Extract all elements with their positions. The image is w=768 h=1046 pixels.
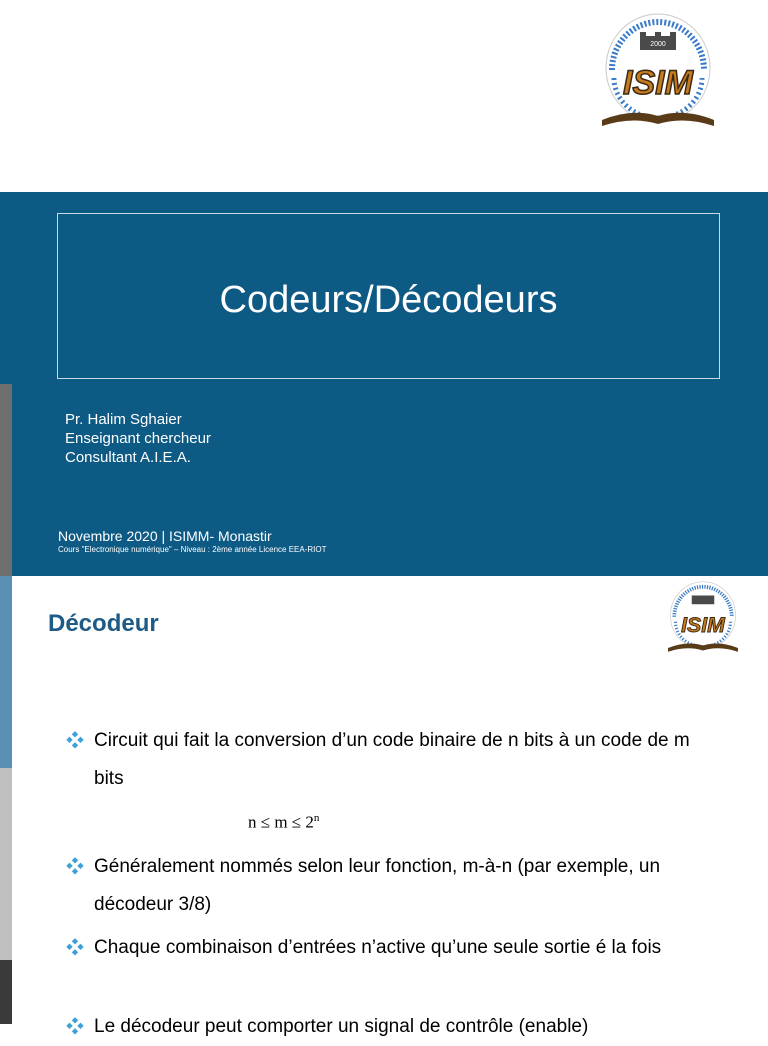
edge-stripe	[0, 768, 12, 960]
title-frame	[57, 213, 720, 379]
diamond-bullet-icon	[66, 731, 84, 749]
course-info: Cours "Electronique numérique" – Niveau : 2ème année Licence EEA-RIOT	[58, 545, 327, 554]
author-affiliation: Consultant A.I.E.A.	[65, 449, 191, 466]
bullet-text: Généralement nommés selon leur fonction, m-à-n (par exemple, un décodeur 3/8)	[94, 856, 661, 915]
edge-stripe	[0, 192, 12, 384]
slide1-header	[0, 0, 768, 192]
isim-logo	[660, 578, 746, 658]
svg-text:ISIM: ISIM	[681, 612, 725, 637]
slide-title: Codeurs/Décodeurs	[219, 279, 558, 321]
svg-text:ISIM: ISIM	[623, 64, 693, 102]
title-slide	[12, 192, 768, 576]
author-info	[65, 410, 211, 467]
bullet-text: Le décodeur peut comporter un signal de contrôle (enable)	[94, 1016, 589, 1037]
diamond-bullet-icon	[66, 857, 84, 875]
edge-stripe	[0, 960, 12, 1024]
author-name: Pr. Halim Sghaier	[65, 411, 182, 428]
formula-base: n ≤ m ≤ 2	[248, 812, 314, 832]
bullet-text: Circuit qui fait la conversion d’un code binaire de n bits à un code de m bits	[94, 730, 690, 789]
bullet-item	[66, 929, 716, 967]
edge-stripe	[0, 576, 12, 768]
diamond-bullet-icon	[66, 938, 84, 956]
bullet-item	[66, 1008, 716, 1046]
bullet-text: Chaque combinaison d’entrées n’active qu’une seule sortie é la fois	[94, 937, 662, 958]
bullet-item	[66, 722, 716, 798]
date-place: Novembre 2020 | ISIMM- Monastir	[58, 528, 272, 544]
formula	[248, 812, 319, 833]
content-slide	[12, 576, 768, 1037]
svg-text:2000: 2000	[650, 41, 666, 48]
edge-stripe	[0, 384, 12, 576]
author-role: Enseignant chercheur	[65, 430, 211, 447]
section-title: Décodeur	[48, 610, 159, 637]
bullet-item	[66, 848, 716, 924]
isim-logo	[592, 8, 724, 136]
formula-exponent: n	[313, 812, 320, 824]
diamond-bullet-icon	[66, 1017, 84, 1035]
